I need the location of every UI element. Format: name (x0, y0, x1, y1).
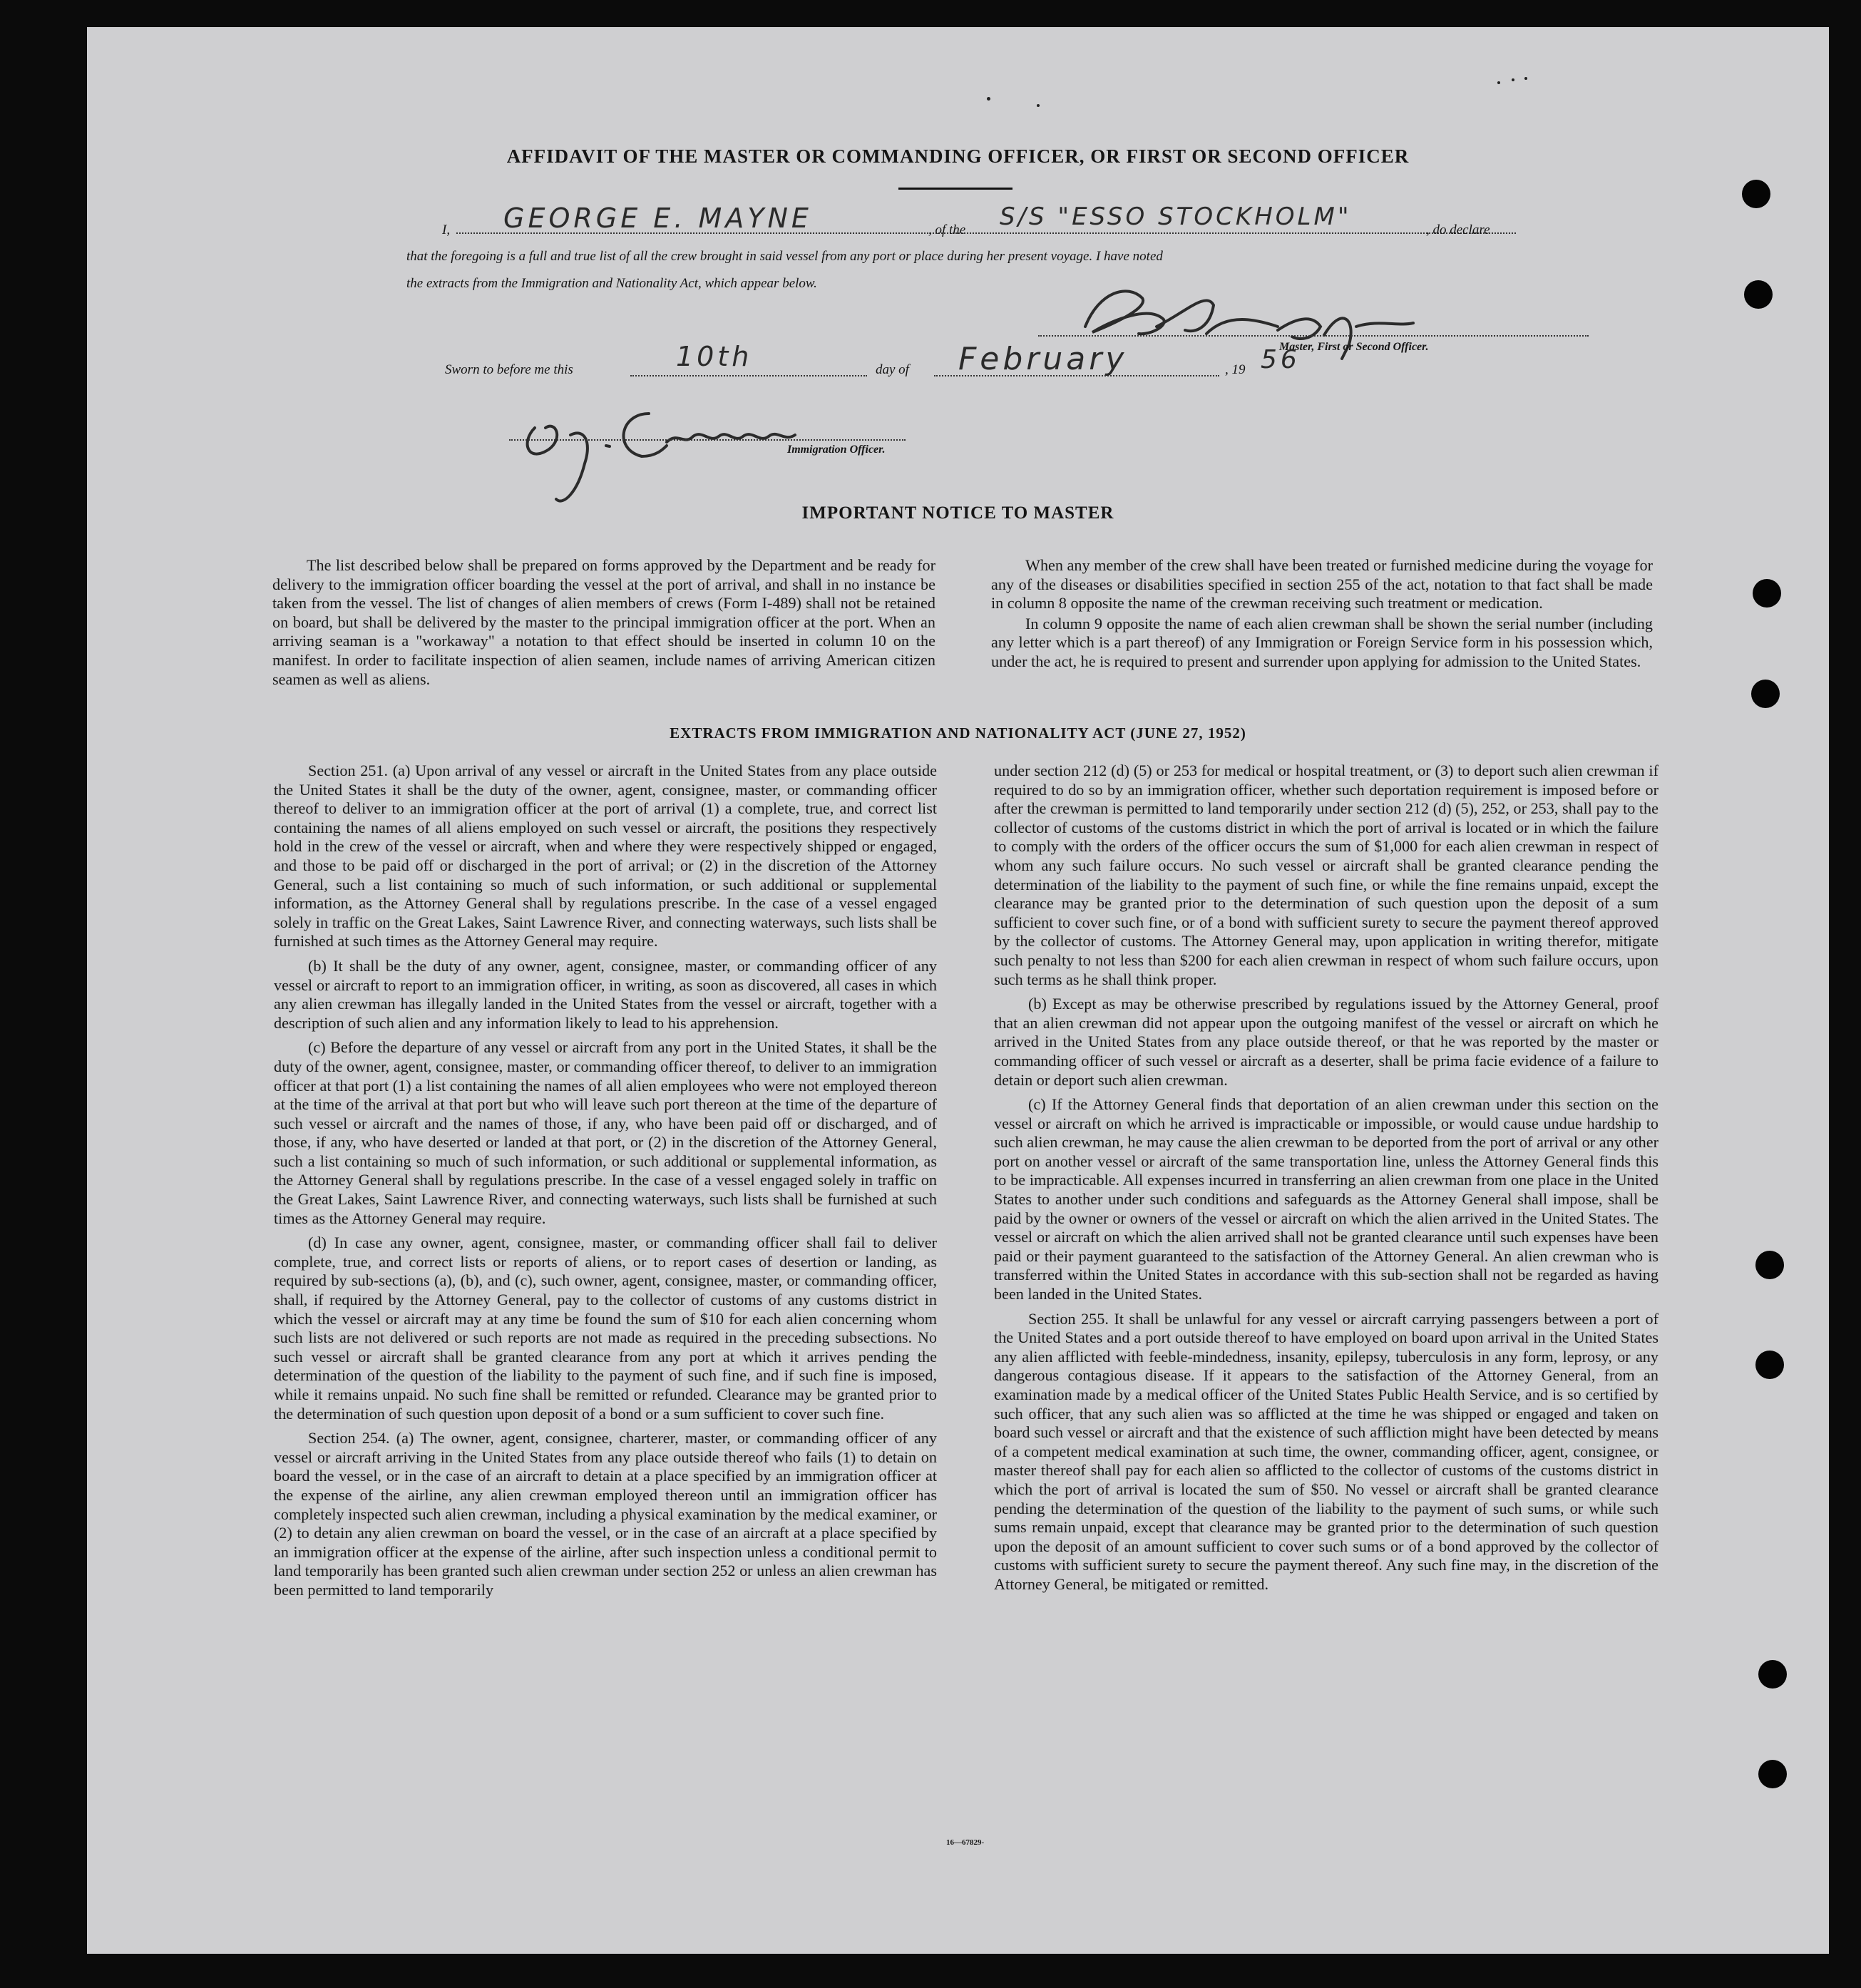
sworn-month-field: February (958, 341, 1128, 377)
speck (1512, 78, 1514, 81)
vessel-name-field: S/S "ESSO STOCKHOLM" (1000, 203, 1352, 231)
master-caption: Master, First or Second Officer. (1279, 341, 1429, 353)
notice-right-column (991, 556, 1653, 672)
punch-hole-icon (1742, 180, 1770, 208)
year-field: 56 (1261, 345, 1301, 374)
sworn-label: Sworn to before me this (445, 362, 573, 377)
punch-hole-icon (1751, 680, 1780, 708)
i-label: I, (442, 222, 451, 237)
extracts-left-column (274, 762, 937, 1600)
speck (987, 97, 990, 101)
speck (1037, 104, 1040, 107)
extract-paragraph: Section 251. (a) Upon arrival of any vessel or aircraft in the United States from any place outside the United States it shall be the duty of the owner, agent, consignee, master, or commanding officer thereof to deliver to an immigration officer at the port of arrival (1) a complete, true, and correct list containing the names of all aliens employed on such vessel or aircraft, the positions they respectively hold in the crew of the vessel or aircraft, when and where they were respectively shipped or engaged, and those to be paid off or discharged in the port of arrival; or (2) in the discretion of the Attorney General, such a list containing so much of such information, or such additional or supplemental information, as the Attorney General shall by regulations prescribe. In the case of a vessel engaged solely in traffic on the Great Lakes, Saint Lawrence River, and connecting waterways, such lists shall be furnished at such times as the Attorney General may require. (274, 762, 937, 951)
punch-hole-icon (1758, 1660, 1787, 1689)
extract-paragraph: (c) If the Attorney General finds that deportation of an alien crewman under this section on the vessel or aircraft on which he arrived is impracticable or impossible, or would cause undue hardship to such alien crewman, he may cause the alien crewman to be deported from the port of arrival or any other port on another vessel or aircraft of the same transportation line, unless the Attorney General finds this to be impracticable. All expenses incurred in transferring an alien crewman from one place in the United States to another under such conditions and safeguards as the Attorney General shall impose, shall be paid by the owner or owners of the vessel or aircraft on which the alien arrived in the United States. The vessel or aircraft on which the alien arrived shall not be granted clearance until such expenses have been paid or their payment guaranteed to the satisfaction of the Attorney General. An alien crewman who is transferred within the United States in accordance with this sub-section shall not be regarded as having been landed in the United States. (994, 1095, 1659, 1303)
speck (1524, 77, 1527, 80)
notice-right-paragraph-1: When any member of the crew shall have been treated or furnished medicine during the voyage for any of the diseases or disabilities specified in section 255 of the act, notation to that fact shall be made in column 8 opposite the name of the crewman receiving such treatment or medication. (991, 556, 1653, 613)
master-signature-line (1038, 335, 1589, 337)
extract-paragraph: Section 254. (a) The owner, agent, consignee, charterer, master, or commanding officer of any vessel or aircraft arriving in the United States from any place outside thereof who fails (1) to detain on board the vessel, or in the case of an aircraft to detain at a place specified by an immigration officer at the expense of the airline, any alien crewman employed thereon until an immigration officer has completely inspected such alien crewman, including a physical examination by the medical examiner, or (2) to detain any alien crewman on board the vessel, or in the case of an aircraft at a place specified by an immigration officer at the expense of the airline, after such inspection unless a conditional permit to land temporarily has been granted such alien crewman under section 252 or unless an alien crewman has been permitted to land temporarily (274, 1429, 937, 1599)
document-page (87, 27, 1829, 1954)
declaration-line-2: the extracts from the Immigration and Nationality Act, which appear below. (406, 276, 817, 291)
extracts-title: EXTRACTS FROM IMMIGRATION AND NATIONALITY ACT (JUNE 27, 1952) (670, 724, 1246, 742)
extract-paragraph: (c) Before the departure of any vessel or aircraft from any port in the United States, it shall be the duty of the owner, agent, consignee, master, or commanding officer thereof, to deliver to an immigration officer at that port (1) a list containing the names of all alien employees who were not employed thereon at the time of the arrival at that port but who will leave such port thereon at the time of the departure of such vessel or aircraft and the names of those, if any, who have been paid off or discharged, and of those, if any, who have deserted or landed at that port, or (2) in the discretion of the Attorney General, such a list containing so much of such information, or such additional or supplemental information, as the Attorney General shall by regulations prescribe. In the case of a vessel engaged solely in traffic on the Great Lakes, Saint Lawrence River, and connecting waterways, such lists shall be furnished at such times as the Attorney General may require. (274, 1038, 937, 1227)
punch-hole-icon (1758, 1760, 1787, 1788)
officer-caption: Immigration Officer. (787, 444, 886, 456)
declaration-line-1: that the foregoing is a full and true list of all the crew brought in said vessel from any port or place during her present voyage. I have noted (406, 249, 1163, 264)
sworn-day-line (630, 375, 867, 376)
notice-title: IMPORTANT NOTICE TO MASTER (801, 503, 1114, 523)
punch-hole-icon (1753, 579, 1781, 608)
year-prefix: , 19 (1225, 362, 1246, 377)
officer-signature-line (509, 439, 906, 441)
day-of-label: day of (876, 362, 909, 377)
sworn-day-field: 10th (676, 341, 753, 372)
punch-hole-icon (1755, 1351, 1784, 1379)
notice-left-paragraph: The list described below shall be prepared on forms approved by the Department and be ready for delivery to the immigration officer boarding the vessel at the port of arrival, and shall in no instance be taken from the vessel. The list of changes of alien members of crews (Form I-489) shall not be retained on board, but shall be delivered by the master to the principal immigration officer at the port. When an arriving seaman is a "workaway" a notation to that effect should be inserted in column 10 on the manifest. In order to facilitate inspection of alien seamen, include names of arriving American citizen seamen as well as aliens. (272, 556, 935, 688)
of-the-label: , of the (928, 222, 966, 237)
speck (1497, 81, 1500, 84)
extract-paragraph: Section 255. It shall be unlawful for any vessel or aircraft carrying passengers between a port of the United States and a port outside thereof to have employed on board upon arrival in the United States any alien afflicted with feeble-mindedness, insanity, epilepsy, tuberculosis in any form, leprosy, or any dangerous contagious disease. If it appears to the satisfaction of the Attorney General, from an examination made by a medical officer of the United States Public Health Service, and is so certified by such officer, that any such alien was so afflicted at the time he was shipped or engaged and taken on board such vessel or aircraft and that the existence of such affliction might have been detected by means of a competent medical examination at such time, the owner, commanding officer, agent, consignee, or master thereof shall pay for each alien so afflicted to the collector of customs of the customs district in which the port of arrival is located the sum of $50. No vessel or aircraft shall be granted clearance pending the determination of the question of the liability to the payment of such sums, or while such sums remain unpaid, except that clearance may be granted prior to the determination of such question upon the deposit of an amount sufficient to cover such sums or of a bond approved by the collector of customs with sufficient surety to secure the payment thereof. Any such fine may, in the discretion of the Attorney General, be mitigated or remitted. (994, 1309, 1659, 1593)
affidavit-title: AFFIDAVIT OF THE MASTER OR COMMANDING OFFICER, OR FIRST OR SECOND OFFICER (506, 145, 1410, 167)
form-number: 16—67829- (946, 1838, 985, 1847)
extract-paragraph: (b) It shall be the duty of any owner, agent, consignee, master, or commanding officer of any vessel or aircraft to report to an immigration officer, in writing, as soon as discovered, all cases in which any alien crewman has illegally landed in the United States from the vessel or aircraft, together with a description of such alien and any information likely to lead to his apprehension. (274, 956, 937, 1032)
extract-paragraph: (d) In case any owner, agent, consignee, master, or commanding officer shall fail to deliver complete, true, and correct lists or reports of aliens, or to report cases of desertion or landing, as required by sub-sections (a), (b), and (c), such owner, agent, consignee, master, or commanding officer, shall, if required by the Attorney General, pay to the collector of customs of any customs district in which the vessel or aircraft may at any time be found the sum of $10 for each alien concerning whom such lists are not delivered or such reports are not made as required in the preceding subsections. No such vessel or aircraft shall be granted clearance from any port at which it arrives pending the determination of the question of the liability to the payment of such fine, and if such fine is imposed, while it remains unpaid. No such fine shall be remitted or refunded. Clearance may be granted prior to the determination of such question upon deposit of a bond or a sum sufficient to cover such fine. (274, 1234, 937, 1423)
extracts-right-column (994, 762, 1659, 1594)
notice-right-paragraph-2: In column 9 opposite the name of each alien crewman shall be shown the serial number (including any letter which is a part thereof) of any Immigration or Foreign Service form in his possession which, under the act, he is required to present and surrender upon applying for admission to the United States. (991, 614, 1653, 670)
title-rule (898, 188, 1012, 190)
extract-paragraph: under section 212 (d) (5) or 253 for medical or hospital treatment, or (3) to deport such alien crewman if required to do so by an immigration officer, whether such deportation requirement is imposed before or after the crewman is permitted to land temporarily under section 212 (d) (5), 252, or 253, shall pay to the collector of customs of the customs district in which the port of arrival is located or in which the failure to comply with the orders of the officer occurs the sum of $1,000 for each alien crewman in respect of whom any such failure occurs. No such vessel or aircraft shall be granted clearance pending the determination of the liability to the payment of such fine, or while the fine remains unpaid, except the clearance may be granted prior to the determination of such question upon the deposit of a sum sufficient to cover such fine, or of a bond with sufficient surety to secure the payment thereof approved by the collector of customs. The Attorney General may, upon application in writing therefor, mitigate such penalty to not less than $200 for each alien crewman in respect of whom such failure occurs, upon such terms as he shall think proper. (994, 762, 1659, 988)
punch-hole-icon (1744, 280, 1773, 309)
notice-left-column (272, 556, 935, 689)
do-declare-label: , do declare (1426, 222, 1490, 237)
punch-hole-icon (1755, 1251, 1784, 1279)
immigration-officer-signature (506, 385, 834, 513)
extract-paragraph: (b) Except as may be otherwise prescribed by regulations issued by the Attorney General, proof that an alien crewman did not appear upon the outgoing manifest of the vessel or aircraft on which he arrived in the United States from any place outside thereof, or that he was reported by the master or commanding officer of such vessel or aircraft as a deserter, shall be prima facie evidence of a failure to detain or deport such alien crewman. (994, 995, 1659, 1089)
master-name-field: GEORGE E. MAYNE (503, 203, 812, 234)
